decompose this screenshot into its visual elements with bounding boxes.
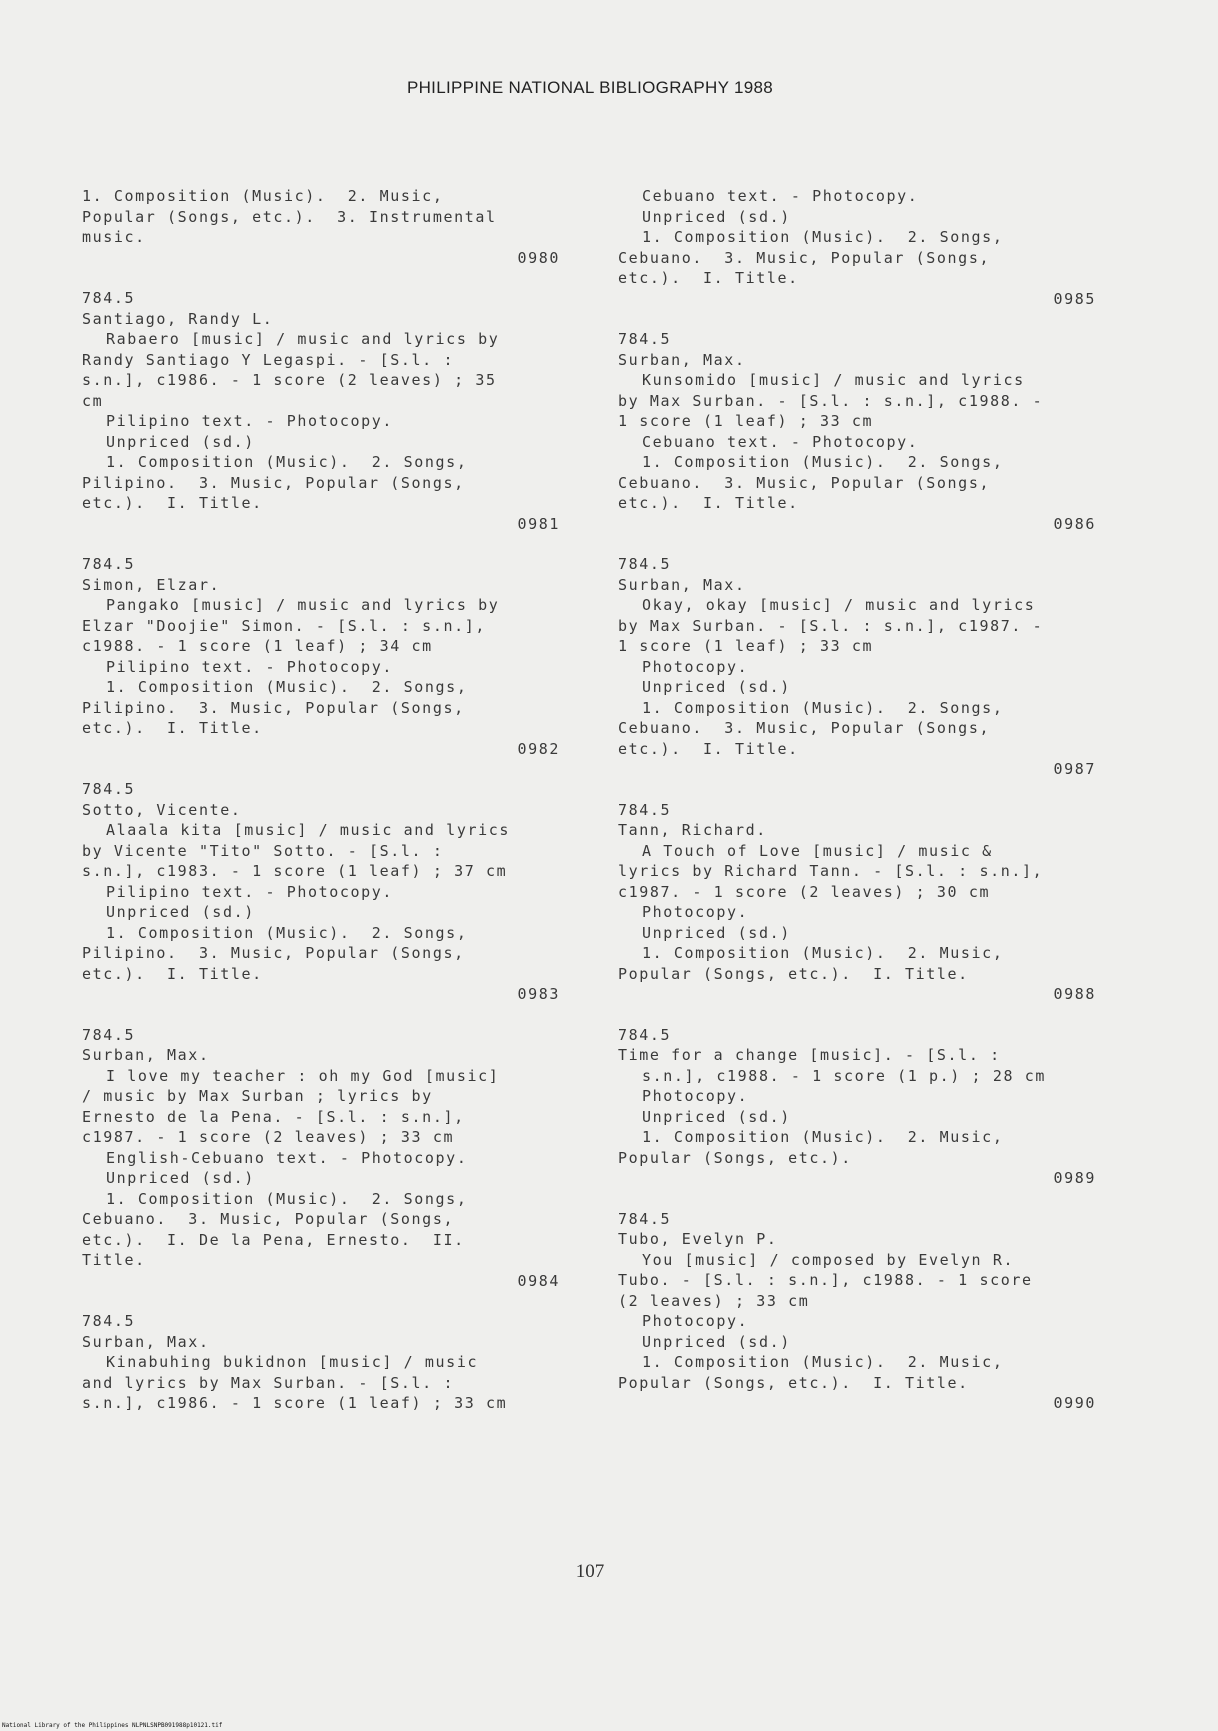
classification-number: 784.5 (618, 1209, 672, 1228)
entry-line: c1988. - 1 score (1 leaf) ; 34 cm (82, 637, 433, 655)
entry-number: 0987 (1053, 760, 1096, 778)
entry-line: Santiago, Randy L. (82, 309, 274, 328)
entry-gap (82, 1291, 562, 1311)
entry-number: 0980 (517, 248, 560, 267)
entry-line: Unpriced (sd.) (642, 678, 791, 696)
entry-line: etc.). I. Title. (82, 719, 263, 737)
entry-line: Surban, Max. (82, 1046, 210, 1064)
entry-line: Kinabuhing bukidnon [music] / music (106, 1353, 479, 1371)
entry-gap (618, 1005, 1098, 1025)
entry-gap (618, 780, 1098, 800)
entry-line: c1987. - 1 score (2 leaves) ; 33 cm (82, 1128, 455, 1146)
entry-line: Pilipino text. - Photocopy. (106, 882, 394, 901)
entry-line: by Max Surban. - [S.l. : s.n.], c1988. - (618, 391, 1044, 410)
entry-line: Ernesto de la Pena. - [S.l. : s.n.], (82, 1107, 465, 1126)
entry-line: 1. Composition (Music). 2. Songs, (642, 698, 1004, 717)
entry-line: You [music] / composed by Evelyn R. (642, 1250, 1015, 1269)
entry-line: Popular (Songs, etc.). (618, 1148, 852, 1167)
bibliography-entry (82, 288, 562, 534)
entry-gap (618, 309, 1098, 329)
entry-gap (82, 1005, 562, 1025)
bibliography-entry (618, 329, 1098, 534)
entry-line: Surban, Max. (618, 575, 746, 594)
entry-line: Simon, Elzar. (82, 575, 221, 594)
entry-gap (618, 1414, 1098, 1434)
entry-line: 1. Composition (Music). 2. Songs, (642, 228, 1004, 246)
entry-line: etc.). I. Title. (618, 739, 799, 758)
entry-line: / music by Max Surban ; lyrics by (82, 1087, 433, 1105)
entry-number: 0989 (1053, 1169, 1096, 1187)
entry-number: 0988 (1053, 985, 1096, 1003)
page-number: 107 (575, 1561, 605, 1582)
entry-line: Popular (Songs, etc.). I. Title. (618, 1373, 969, 1392)
entry-line: c1987. - 1 score (2 leaves) ; 30 cm (618, 882, 991, 901)
entry-line: Pilipino text. - Photocopy. (106, 412, 394, 430)
entry-number: 0990 (1053, 1394, 1096, 1412)
entry-line: Pangako [music] / music and lyrics by (106, 596, 500, 614)
entry-line: Surban, Max. (618, 350, 746, 369)
entry-line: I love my teacher : oh my God [music] (106, 1066, 500, 1085)
classification-number: 784.5 (82, 1312, 136, 1330)
entry-gap (618, 534, 1098, 554)
entry-line: Alaala kita [music] / music and lyrics (106, 821, 510, 839)
entry-line: 1 score (1 leaf) ; 33 cm (618, 412, 874, 430)
left-column (82, 186, 562, 1434)
entry-line: 1. Composition (Music). 2. Songs, (106, 453, 468, 471)
entry-line: Pilipino text. - Photocopy. (106, 657, 394, 676)
entry-line: Unpriced (sd.) (642, 923, 791, 942)
entry-line: Pilipino. 3. Music, Popular (Songs, (82, 944, 465, 962)
entry-line: etc.). I. Title. (618, 494, 799, 512)
entry-line: Popular (Songs, etc.). I. Title. (618, 964, 969, 983)
entry-line: Kunsomido [music] / music and lyrics (642, 371, 1025, 389)
right-column (618, 186, 1098, 1434)
entry-line: Time for a change [music]. - [S.l. : (618, 1046, 1001, 1064)
bibliography-entry (618, 554, 1098, 780)
entry-line: 1. Composition (Music). 2. Songs, (106, 1189, 468, 1208)
entry-gap (82, 534, 562, 554)
entry-line: 1 score (1 leaf) ; 33 cm (618, 637, 874, 655)
entry-gap (82, 759, 562, 779)
bibliography-entry (618, 1025, 1098, 1189)
entry-number: 0986 (1053, 514, 1096, 533)
classification-number: 784.5 (618, 800, 672, 819)
entry-line: (2 leaves) ; 33 cm (618, 1291, 810, 1310)
entry-line: Photocopy. (642, 1087, 749, 1105)
entry-number: 0982 (517, 739, 560, 758)
entry-line: s.n.], c1988. - 1 score (1 p.) ; 28 cm (642, 1066, 1046, 1085)
page-title: PHILIPPINE NATIONAL BIBLIOGRAPHY 1988 (406, 78, 774, 97)
bibliography-entry (618, 186, 1098, 309)
entry-line: Cebuano. 3. Music, Popular (Songs, (618, 473, 991, 492)
entry-number: 0985 (1053, 289, 1096, 308)
entry-number: 0983 (517, 985, 560, 1003)
entry-line: etc.). I. Title. (82, 964, 263, 983)
entry-line: etc.). I. Title. (82, 494, 263, 512)
entry-line: Tubo, Evelyn P. (618, 1230, 778, 1248)
classification-number: 784.5 (82, 289, 136, 307)
classification-number: 784.5 (618, 1025, 672, 1044)
entry-line: cm (82, 391, 104, 410)
entry-line: 1. Composition (Music). 2. Music, (642, 1353, 1004, 1371)
entry-line: and lyrics by Max Surban. - [S.l. : (82, 1373, 455, 1392)
entry-line: lyrics by Richard Tann. - [S.l. : s.n.], (618, 862, 1044, 880)
entry-line: Cebuano. 3. Music, Popular (Songs, (618, 248, 991, 267)
entry-gap (82, 1414, 562, 1434)
entry-line: Popular (Songs, etc.). 3. Instrumental (82, 207, 497, 226)
entry-line: English-Cebuano text. - Photocopy. (106, 1148, 468, 1167)
entry-line: Pilipino. 3. Music, Popular (Songs, (82, 473, 465, 492)
entry-line: A Touch of Love [music] / music & (642, 841, 993, 860)
entry-line: Randy Santiago Y Legaspi. - [S.l. : (82, 350, 455, 369)
entry-line: Cebuano. 3. Music, Popular (Songs, (618, 719, 991, 737)
entry-line: etc.). I. De la Pena, Ernesto. II. (82, 1230, 465, 1249)
entry-line: Photocopy. (642, 903, 749, 921)
entry-line: s.n.], c1986. - 1 score (1 leaf) ; 33 cm (82, 1394, 508, 1412)
entry-line: Sotto, Vicente. (82, 800, 242, 819)
entry-line: 1. Composition (Music). 2. Music, (642, 1128, 1004, 1146)
entry-line: 1. Composition (Music). 2. Music, (82, 187, 444, 205)
classification-number: 784.5 (618, 555, 672, 573)
entry-line: 1. Composition (Music). 2. Songs, (642, 453, 1004, 471)
entry-line: Unpriced (sd.) (642, 207, 791, 226)
bibliography-entry (618, 800, 1098, 1005)
bibliography-entry (82, 186, 562, 268)
entry-line: Unpriced (sd.) (642, 1332, 791, 1351)
entry-line: Unpriced (sd.) (106, 1169, 255, 1187)
entry-line: 1. Composition (Music). 2. Songs, (106, 923, 468, 942)
entry-line: Elzar "Doojie" Simon. - [S.l. : s.n.], (82, 616, 486, 635)
scan-footer: National Library of the Philippines NLPNLSNPB091988p10121.tif (2, 1722, 223, 1729)
entry-line: by Max Surban. - [S.l. : s.n.], c1987. - (618, 616, 1044, 635)
entry-line: by Vicente "Tito" Sotto. - [S.l. : (82, 841, 444, 860)
entry-line: 1. Composition (Music). 2. Music, (642, 944, 1004, 962)
entry-line: music. (82, 228, 146, 246)
bibliography-entry (618, 1209, 1098, 1414)
entry-line: Cebuano text. - Photocopy. (642, 187, 919, 205)
entry-line: s.n.], c1986. - 1 score (2 leaves) ; 35 (82, 371, 497, 389)
entry-line: Okay, okay [music] / music and lyrics (642, 596, 1036, 614)
entry-line: Photocopy. (642, 1312, 749, 1330)
entry-gap (82, 268, 562, 288)
entry-line: Unpriced (sd.) (106, 432, 255, 451)
entry-line: Rabaero [music] / music and lyrics by (106, 330, 500, 348)
entry-gap (618, 1189, 1098, 1209)
bibliography-entry (82, 1025, 562, 1292)
entry-line: Cebuano. 3. Music, Popular (Songs, (82, 1210, 455, 1228)
entry-number: 0984 (517, 1271, 560, 1290)
bibliography-entry (82, 1311, 562, 1414)
entry-line: Pilipino. 3. Music, Popular (Songs, (82, 698, 465, 717)
entry-line: Photocopy. (642, 657, 749, 676)
entry-line: Unpriced (sd.) (642, 1107, 791, 1126)
entry-line: s.n.], c1983. - 1 score (1 leaf) ; 37 cm (82, 862, 508, 880)
entry-line: etc.). I. Title. (618, 269, 799, 287)
entry-number: 0981 (517, 514, 560, 533)
entry-line: Surban, Max. (82, 1332, 210, 1351)
classification-number: 784.5 (618, 330, 672, 348)
bibliography-entry (82, 779, 562, 1005)
entry-line: 1. Composition (Music). 2. Songs, (106, 678, 468, 696)
bibliography-entry (82, 554, 562, 759)
classification-number: 784.5 (82, 555, 136, 573)
entry-line: Tann, Richard. (618, 821, 767, 839)
entry-line: Title. (82, 1251, 146, 1269)
entry-line: Unpriced (sd.) (106, 903, 255, 921)
classification-number: 784.5 (82, 780, 136, 798)
classification-number: 784.5 (82, 1025, 136, 1044)
entry-line: Tubo. - [S.l. : s.n.], c1988. - 1 score (618, 1271, 1033, 1289)
entry-line: Cebuano text. - Photocopy. (642, 432, 919, 451)
